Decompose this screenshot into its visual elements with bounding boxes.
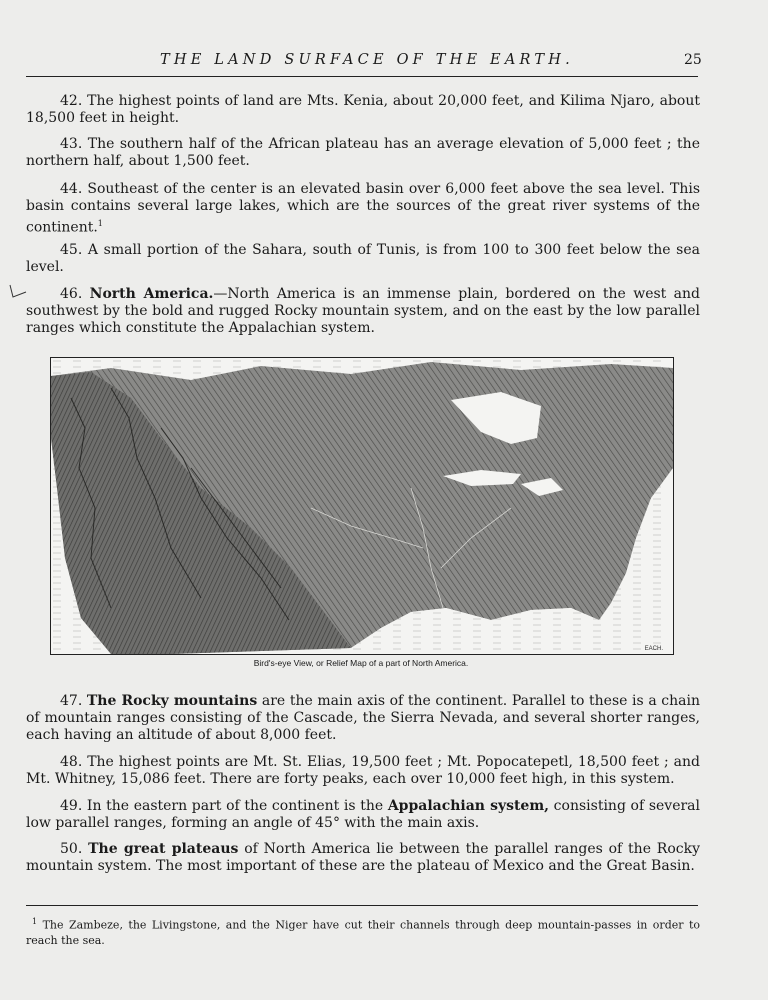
relief-map-figure <box>50 357 674 655</box>
paragraph-text: are the main axis of the continent. Parallel to these is a chain of mountain ranges consisting of the Cascade, the Sierra Nevada, and several shorter ranges, each having an altitude of about 8,000 feet. <box>26 693 700 743</box>
header-rule <box>26 76 698 77</box>
pencil-margin-mark <box>6 283 28 305</box>
paragraph-number: 42. <box>60 93 83 109</box>
paragraph-number: 46. <box>60 286 83 302</box>
paragraph-text: A small portion of the Sahara, south of Tunis, is from 100 to 300 feet below the sea level. <box>26 242 700 275</box>
relief-map-illustration <box>51 358 673 654</box>
paragraph-text: —North America is an immense plain, bordered on the west and southwest by the bold and rugged Rocky mountain system, and on the east by the low parallel ranges which constitute the Appalachian system. <box>26 286 701 336</box>
section-heading: Appalachian system, <box>387 798 550 814</box>
paragraph-48 <box>26 754 700 788</box>
footnote-mark: 1 <box>32 917 38 926</box>
paragraph-43 <box>26 136 700 170</box>
footnote <box>26 914 700 948</box>
paragraph-number: 49. <box>60 798 83 814</box>
page-number: 25 <box>684 52 702 68</box>
paragraph-number: 47. <box>60 693 83 709</box>
paragraph-number: 43. <box>60 136 83 152</box>
footnote-text: The Zambeze, the Livingstone, and the Niger have cut their channels through deep mountain-passes in order to reach the sea. <box>26 918 700 947</box>
paragraph-44 <box>26 181 700 237</box>
section-heading: The Rocky mountains <box>86 693 258 709</box>
paragraph-text: The highest points are Mt. St. Elias, 19,500 feet ; Mt. Popocatepetl, 18,500 feet ; and Mt. Whitney, 15,086 feet. There are forty peaks, each over 10,000 feet high, in this system. <box>26 754 701 787</box>
running-title: THE LAND SURFACE OF THE EARTH. <box>160 52 574 68</box>
paragraph-50 <box>26 841 700 875</box>
paragraph-text: consisting of several low parallel ranges, forming an angle of 45° with the main axis. <box>26 798 700 831</box>
paragraph-number: 45. <box>60 242 83 258</box>
paragraph-text: The highest points of land are Mts. Kenia, about 20,000 feet, and Kilima Njaro, about 18,500 feet in height. <box>26 93 701 126</box>
paragraph-number: 50. <box>60 841 83 857</box>
section-heading: North America. <box>89 286 214 302</box>
figure-caption: Bird's-eye View, or Relief Map of a part of North America. <box>253 658 469 668</box>
paragraph-49 <box>26 798 700 832</box>
paragraph-text: In the eastern part of the continent is the <box>86 798 388 814</box>
paragraph-46 <box>26 286 700 337</box>
section-heading: The great plateaus <box>88 841 239 857</box>
paragraph-text: Southeast of the center is an elevated basin over 6,000 feet above the sea level. This basin contains several large lakes, which are the sources of the great river systems of the continent. <box>26 181 701 236</box>
paragraph-number: 48. <box>60 754 83 770</box>
paragraph-42 <box>26 93 700 127</box>
footnote-reference[interactable]: 1 <box>97 219 103 228</box>
paragraph-text: of North America lie between the parallel ranges of the Rocky mountain system. The most important of these are the plateau of Mexico and the Great Basin. <box>26 841 701 874</box>
footnote-rule <box>26 905 698 906</box>
paragraph-45 <box>26 242 700 276</box>
paragraph-number: 44. <box>60 181 83 197</box>
paragraph-47 <box>26 693 700 744</box>
engraver-signature: EACH. <box>644 646 663 652</box>
paragraph-text: The southern half of the African plateau has an average elevation of 5,000 feet ; the northern half, about 1,500 feet. <box>26 136 700 169</box>
